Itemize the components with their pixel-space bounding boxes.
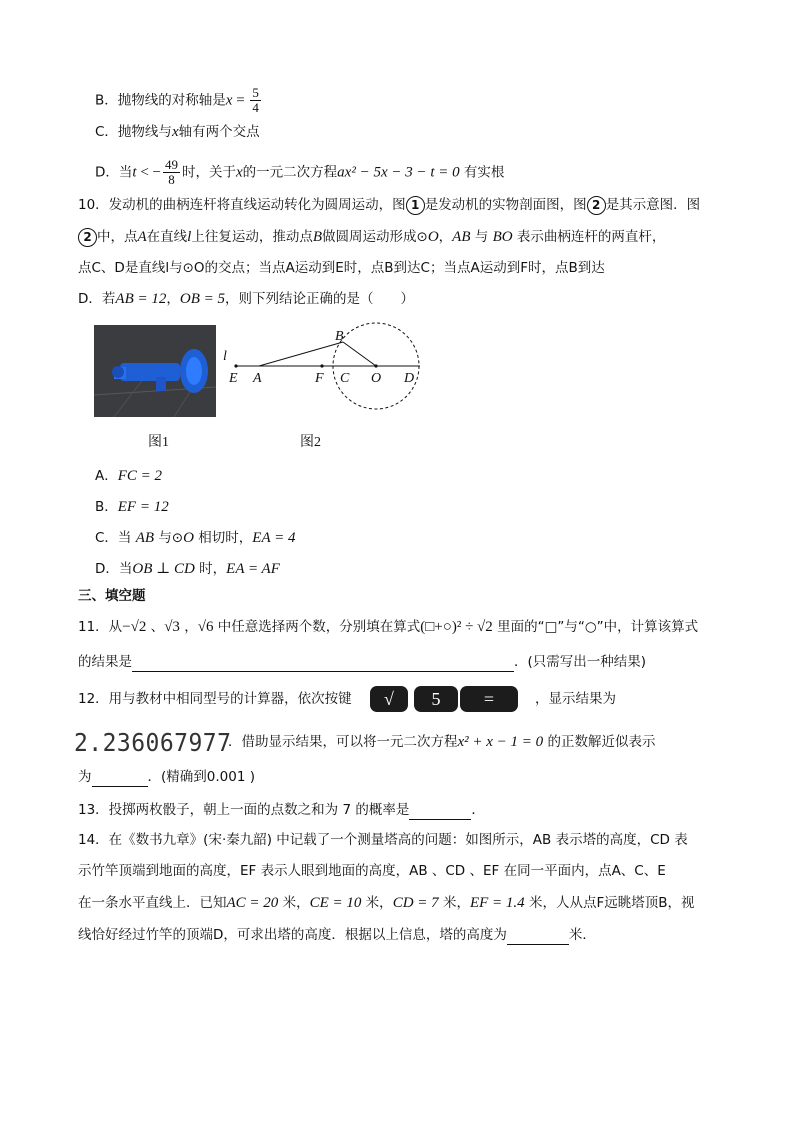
circled-number-2b: 2	[78, 228, 97, 247]
q10-line-3: 点C、D是直线l与⊙O的交点；当点A运动到E时，点B到达C；当点A运动到F时，点B到达	[78, 260, 605, 276]
q10-line-2c: 上往复运动，推动点	[191, 229, 313, 245]
q13-answer-blank[interactable]	[409, 803, 471, 820]
q10-option-c-text: C．当	[95, 530, 136, 546]
q10-line-2d: 做圆周运动形成⊙	[322, 229, 428, 245]
q9-option-d	[95, 158, 504, 187]
point-e	[234, 364, 237, 367]
q9-option-b-num: 5	[252, 85, 259, 100]
q10-line-1	[78, 195, 700, 215]
label-o: O	[371, 371, 382, 386]
q10-line-2g: 表示曲柄连杆的两直杆，	[512, 229, 666, 245]
label-d: D	[404, 371, 415, 386]
q10-var-bo: BO	[492, 229, 513, 245]
point-f	[320, 364, 323, 367]
q9-option-c-var: x	[171, 124, 179, 140]
q10-line-2a: 中，点	[97, 229, 138, 245]
section-3-title: 三、填空题	[78, 588, 146, 604]
q12-text-d: 的正数解近似表示	[543, 734, 656, 750]
q14-text-e: 米，人从点F远眺塔顶B，视	[524, 895, 695, 911]
q12-answer-blank[interactable]	[92, 770, 148, 787]
q10-option-c	[95, 528, 295, 548]
q14-text-a: 在一条水平直线上．已知	[78, 895, 227, 911]
q11-expression: (□+○)² ÷ √2	[420, 619, 493, 635]
q9-option-d-equation: ax² − 5x − 3 − t = 0	[337, 164, 460, 181]
q14-text-c: 米，	[361, 895, 393, 911]
q11-sep-2: ，	[179, 619, 198, 635]
q13-line	[78, 800, 485, 820]
q9-option-b-den: 4	[252, 100, 259, 115]
q13-text-a: 13．投掷两枚骰子，朝上一面的点数之和为 7 的概率是	[78, 802, 410, 818]
q13-text-b: ．	[471, 802, 485, 818]
label-f: F	[315, 371, 324, 386]
q11-sep-1: 、	[146, 619, 165, 635]
q9-option-d-num: 49	[165, 157, 178, 172]
q12-text-f: ．(精确到0.001 )	[147, 769, 255, 785]
q9-option-b-eq: =	[232, 92, 249, 109]
rod-ab	[259, 342, 343, 366]
q9-option-b-var: x	[225, 92, 233, 109]
q11-text-a: 11．从	[78, 619, 123, 635]
q10-var-o: O	[427, 229, 439, 245]
q9-option-d-mid: 时，关于	[182, 164, 236, 181]
q11-answer-blank[interactable]	[132, 655, 514, 672]
figure-2-caption: 图2	[300, 435, 321, 450]
q14-ef-value: EF = 1.4	[469, 895, 525, 911]
q10-option-a-text: A．	[95, 468, 118, 484]
q10-option-d	[95, 559, 280, 579]
q10-line-2e: ，	[438, 229, 453, 245]
q11-text-b: 中任意选择两个数，分别填在算式	[213, 619, 421, 635]
q9-option-b-text: B．抛物线的对称轴是	[95, 92, 226, 109]
q10-line-4b: ，	[166, 291, 180, 307]
q10-line-1a: 10．发动机的曲柄连杆将直线运动转化为圆周运动，图	[78, 197, 406, 213]
circled-number-2: 2	[587, 196, 606, 215]
q10-option-a-eq: FC = 2	[117, 468, 163, 484]
q9-option-d-mid2: 的一元二次方程	[242, 164, 338, 181]
q10-var-ab: AB	[452, 229, 471, 245]
q12-text-e: 为	[78, 769, 92, 785]
q10-line-4c: ，则下列结论正确的是（ ）	[224, 291, 414, 307]
q14-cd-value: CD = 7	[392, 895, 439, 911]
q9-option-d-lt: < −	[136, 164, 161, 181]
q14-text-g: 米．	[568, 927, 596, 943]
calculator-display-value: 2.236067977	[74, 728, 232, 757]
q14-line-4	[78, 925, 596, 945]
q10-option-b-text: B．	[95, 499, 118, 515]
q11-line-1	[78, 617, 698, 637]
q9-option-b	[95, 86, 263, 115]
q10-var-b: B	[312, 229, 323, 245]
q14-line-2: 示竹竿顶端到地面的高度，EF 表示人眼到地面的高度，AB 、CD 、EF 在同一平面内，点A、C、E	[78, 863, 666, 879]
q9-option-d-suffix: 有实根	[459, 164, 505, 181]
q10-option-c-ab: AB	[135, 530, 155, 546]
q11-text-e: ．(只需写出一种结果)	[514, 654, 647, 670]
q14-line-1: 14．在《数书九章》(宋·秦九韶) 中记载了一个测量塔高的问题：如图所示，AB 表示塔的高度，CD 表	[78, 832, 688, 848]
q11-line-2	[78, 652, 646, 672]
calculator-key-sqrt: √	[370, 686, 408, 712]
q12-line-1a: 12．用与教材中相同型号的计算器，依次按键	[78, 691, 352, 707]
point-o	[374, 364, 377, 367]
q14-line-3	[78, 893, 694, 913]
q9-option-d-var: t	[132, 164, 137, 181]
q10-option-c-eq: EA = 4	[252, 530, 296, 546]
q10-option-b	[95, 497, 169, 517]
figure-2-crank-diagram	[215, 320, 430, 416]
q10-option-d-mid: 时，	[194, 561, 227, 577]
q9-option-c-suffix: 轴有两个交点	[178, 124, 260, 140]
q14-ac-value: AC = 20	[226, 895, 279, 911]
q14-text-d: 米，	[438, 895, 470, 911]
q14-answer-blank[interactable]	[507, 928, 569, 945]
q10-var-l: l	[187, 229, 192, 245]
q9-option-d-fraction	[163, 158, 180, 187]
q9-option-c	[95, 122, 260, 142]
figure-1-caption: 图1	[148, 435, 169, 450]
q10-option-c-o: O	[183, 530, 194, 546]
q9-option-c-text: C．抛物线与	[95, 124, 172, 140]
calculator-key-5: 5	[414, 686, 458, 712]
q9-option-b-fraction	[250, 86, 261, 115]
q9-option-d-text: D．当	[95, 164, 133, 181]
q10-ob-equals: OB = 5	[179, 291, 225, 307]
q12-text-c: ．借助显示结果，可以将一元二次方程	[228, 734, 458, 750]
q10-option-a	[95, 466, 162, 486]
q10-option-d-eq2: EA = AF	[226, 561, 280, 577]
q10-line-1c: 是其示意图．图	[605, 197, 701, 213]
q10-line-2f: 与	[470, 229, 493, 245]
label-c: C	[340, 371, 350, 386]
q10-option-b-eq: EF = 12	[117, 499, 169, 515]
q11-text-d: 的结果是	[78, 654, 132, 670]
label-b: B	[335, 329, 344, 344]
q14-text-f: 线恰好经过竹竿的顶端D，可求出塔的高度．根据以上信息，塔的高度为	[78, 927, 507, 943]
q10-line-2	[78, 227, 665, 247]
q10-line-2b: 在直线	[146, 229, 188, 245]
label-e: E	[229, 371, 238, 386]
figure-1-engine-photo	[94, 325, 216, 417]
q11-number-2: √3	[164, 619, 180, 635]
q10-line-1b: 是发动机的实物剖面图，图	[424, 197, 587, 213]
engine-crankshaft-image	[94, 325, 216, 417]
q10-line-4	[78, 289, 414, 309]
q14-text-b: 米，	[278, 895, 310, 911]
q10-option-d-eq1: OB ⊥ CD	[132, 561, 195, 577]
q12-line-3	[78, 767, 255, 787]
q9-option-d-var2: x	[236, 164, 243, 181]
q12-line-2	[228, 732, 655, 752]
q10-line-4a: D．若	[78, 291, 116, 307]
q10-option-c-mid2: 相切时，	[194, 530, 253, 546]
q10-ab-equals: AB = 12	[115, 291, 167, 307]
circled-number-1: 1	[406, 196, 425, 215]
label-a: A	[253, 371, 262, 386]
q9-option-d-den: 8	[168, 172, 175, 187]
q12-equation: x² + x − 1 = 0	[457, 734, 544, 750]
q10-var-a: A	[137, 229, 147, 245]
q12-line-1b: ，显示结果为	[535, 691, 616, 707]
q11-text-c: 里面的“□”与“○”中，计算该算式	[492, 619, 699, 635]
q11-number-3: √6	[197, 619, 214, 635]
label-l: l	[223, 349, 227, 364]
rod-bo	[343, 342, 376, 366]
q14-ce-value: CE = 10	[309, 895, 362, 911]
q11-number-1: −√2	[122, 619, 147, 635]
calculator-key-equals: =	[460, 686, 518, 712]
q10-option-c-mid: 与⊙	[154, 530, 184, 546]
q10-option-d-text: D．当	[95, 561, 133, 577]
